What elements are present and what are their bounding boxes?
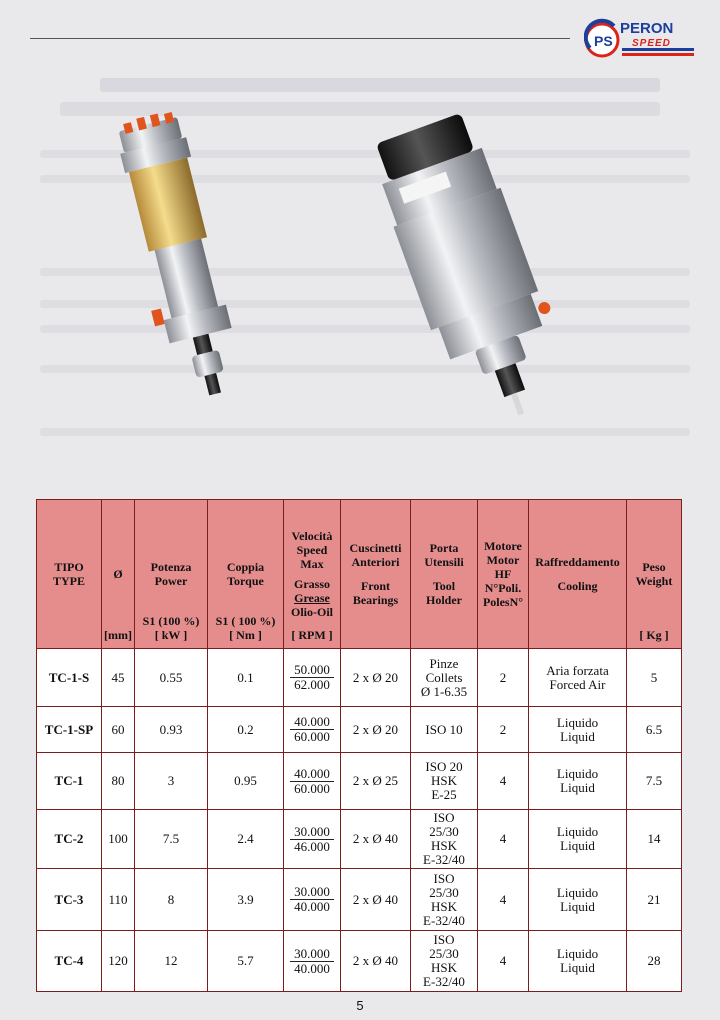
cooling-line: Liquido (556, 946, 599, 961)
tool-holder-line: E-25 (431, 787, 457, 802)
speed-grease: 40.000 (290, 715, 334, 730)
cell-diameter: 80 (102, 753, 135, 810)
tool-holder-line: Pinze (429, 655, 459, 671)
cell-poles: 4 (478, 869, 529, 931)
cooling-line: Liquid (560, 780, 595, 795)
cell-speed (284, 869, 341, 931)
cell-type: TC-1-SP (37, 707, 102, 753)
table-row (37, 649, 682, 707)
tool-holder-line: HSK (430, 773, 457, 788)
speed-oil: 62.000 (294, 677, 330, 692)
cell-diameter: 120 (102, 931, 135, 992)
cell-power: 7.5 (135, 810, 208, 869)
cell-type: TC-3 (37, 869, 102, 931)
cell-bearings: 2 x Ø 20 (341, 707, 411, 753)
tool-holder-line: ISO (433, 870, 455, 886)
header-type: TIPO TYPE (37, 500, 102, 649)
cell-speed (284, 810, 341, 869)
cell-weight: 28 (627, 931, 682, 992)
tool-holder-line: 25/30 (429, 824, 459, 839)
cell-tool-holder (411, 753, 478, 810)
cell-diameter: 100 (102, 810, 135, 869)
table-row (37, 931, 682, 992)
speed-grease: 30.000 (290, 947, 334, 962)
tool-holder-line: Ø 1-6.35 (420, 683, 468, 699)
cell-weight: 14 (627, 810, 682, 869)
cooling-line: Liquid (560, 838, 595, 853)
cell-speed (284, 649, 341, 707)
cell-poles: 4 (478, 810, 529, 869)
table-row (37, 753, 682, 810)
cooling-line: Liquido (556, 884, 599, 900)
tool-holder-line: ISO (433, 810, 455, 825)
cooling-line: Aria forzata (546, 662, 609, 678)
cell-weight: 7.5 (627, 753, 682, 810)
cell-torque: 0.2 (208, 707, 284, 753)
header-cooling: Raffreddamento Cooling (529, 500, 627, 649)
header-torque: Coppia Torque S1 ( 100 %) [ Nm ] (208, 500, 284, 649)
table-row (37, 707, 682, 753)
cell-speed (284, 931, 341, 992)
cell-torque: 0.1 (208, 649, 284, 707)
logo-monogram: PS (594, 33, 613, 49)
speed-oil: 40.000 (294, 899, 330, 914)
page-number: 5 (356, 998, 364, 1013)
tool-holder-line: HSK (430, 898, 457, 914)
cell-type: TC-2 (37, 810, 102, 869)
speed-oil: 60.000 (294, 780, 330, 796)
cell-torque: 0.95 (208, 753, 284, 810)
tool-holder-line: HSK (430, 838, 457, 853)
tool-holder-line: ISO 10 (425, 721, 463, 737)
cooling-line: Liquid (560, 960, 595, 975)
cell-cooling (529, 707, 627, 753)
cell-speed (284, 753, 341, 810)
cell-type: TC-1 (37, 753, 102, 810)
cooling-line: Liquid (560, 898, 595, 914)
speed-grease: 30.000 (290, 885, 334, 900)
cell-bearings: 2 x Ø 40 (341, 931, 411, 992)
cooling-line: Liquido (556, 714, 599, 730)
cell-bearings: 2 x Ø 25 (341, 753, 411, 810)
cell-cooling (529, 869, 627, 931)
cell-power: 3 (135, 753, 208, 810)
tool-holder-line: E-32/40 (423, 852, 465, 867)
tool-holder-line: E-32/40 (423, 912, 465, 928)
header-weight: Peso Weight [ Kg ] (627, 500, 682, 649)
header-tool-holder: Porta Utensili Tool Holder (411, 500, 478, 649)
cell-cooling (529, 810, 627, 869)
cell-weight: 5 (627, 649, 682, 707)
cell-power: 12 (135, 931, 208, 992)
header-bearings: Cuscinetti Anteriori Front Bearings (341, 500, 411, 649)
cell-power: 0.55 (135, 649, 208, 707)
speed-grease: 30.000 (290, 825, 334, 840)
cell-bearings: 2 x Ø 20 (341, 649, 411, 707)
speed-oil: 60.000 (294, 729, 330, 744)
header-diameter: Ø [mm] (102, 500, 135, 649)
cooling-line: Liquido (556, 766, 599, 781)
cell-torque: 5.7 (208, 931, 284, 992)
tool-holder-line: 25/30 (429, 946, 459, 961)
cell-weight: 21 (627, 869, 682, 931)
cooling-line: Liquido (556, 824, 599, 839)
table-row (37, 810, 682, 869)
cell-tool-holder (411, 869, 478, 931)
tool-holder-line: ISO (433, 932, 455, 947)
cell-tool-holder (411, 649, 478, 707)
cell-poles: 2 (478, 707, 529, 753)
spindle-large-image (365, 107, 582, 434)
speed-grease: 40.000 (290, 767, 334, 782)
spindle-spec-table (36, 499, 682, 992)
cooling-line: Liquid (560, 728, 595, 744)
cell-torque: 2.4 (208, 810, 284, 869)
cell-tool-holder (411, 810, 478, 869)
tool-holder-line: HSK (430, 960, 457, 975)
cell-speed (284, 707, 341, 753)
tool-holder-line: Collets (425, 669, 463, 685)
cell-tool-holder (411, 707, 478, 753)
cell-poles: 2 (478, 649, 529, 707)
header-speed: Velocità Speed Max Grasso Grease Olio-Oil [ RPM ] (284, 500, 341, 649)
cell-power: 8 (135, 869, 208, 931)
cell-bearings: 2 x Ø 40 (341, 810, 411, 869)
tool-holder-line: ISO 20 (425, 759, 463, 774)
cell-cooling (529, 931, 627, 992)
spindle-small-image (105, 108, 248, 404)
tool-holder-line: 25/30 (429, 884, 459, 900)
spindle-photos (0, 0, 720, 470)
speed-grease: 50.000 (290, 663, 334, 678)
cell-poles: 4 (478, 753, 529, 810)
cell-tool-holder (411, 931, 478, 992)
tool-holder-line: E-32/40 (423, 974, 465, 989)
speed-oil: 46.000 (294, 838, 330, 854)
header-poles: Motore Motor HF N°Poli. PolesN° (478, 500, 529, 649)
cell-type: TC-1-S (37, 649, 102, 707)
cell-diameter: 60 (102, 707, 135, 753)
header-power: Potenza Power S1 (100 %) [ kW ] (135, 500, 208, 649)
speed-oil: 40.000 (294, 960, 330, 976)
cell-diameter: 110 (102, 869, 135, 931)
logo-sub: SPEED (632, 38, 671, 49)
table-header-row (37, 500, 682, 649)
cell-poles: 4 (478, 931, 529, 992)
cell-torque: 3.9 (208, 869, 284, 931)
cell-cooling (529, 753, 627, 810)
cell-weight: 6.5 (627, 707, 682, 753)
cell-type: TC-4 (37, 931, 102, 992)
logo-name: PERON (620, 20, 674, 37)
cell-power: 0.93 (135, 707, 208, 753)
cooling-line: Forced Air (549, 676, 606, 692)
cell-diameter: 45 (102, 649, 135, 707)
table-row (37, 869, 682, 931)
cell-bearings: 2 x Ø 40 (341, 869, 411, 931)
cell-cooling (529, 649, 627, 707)
